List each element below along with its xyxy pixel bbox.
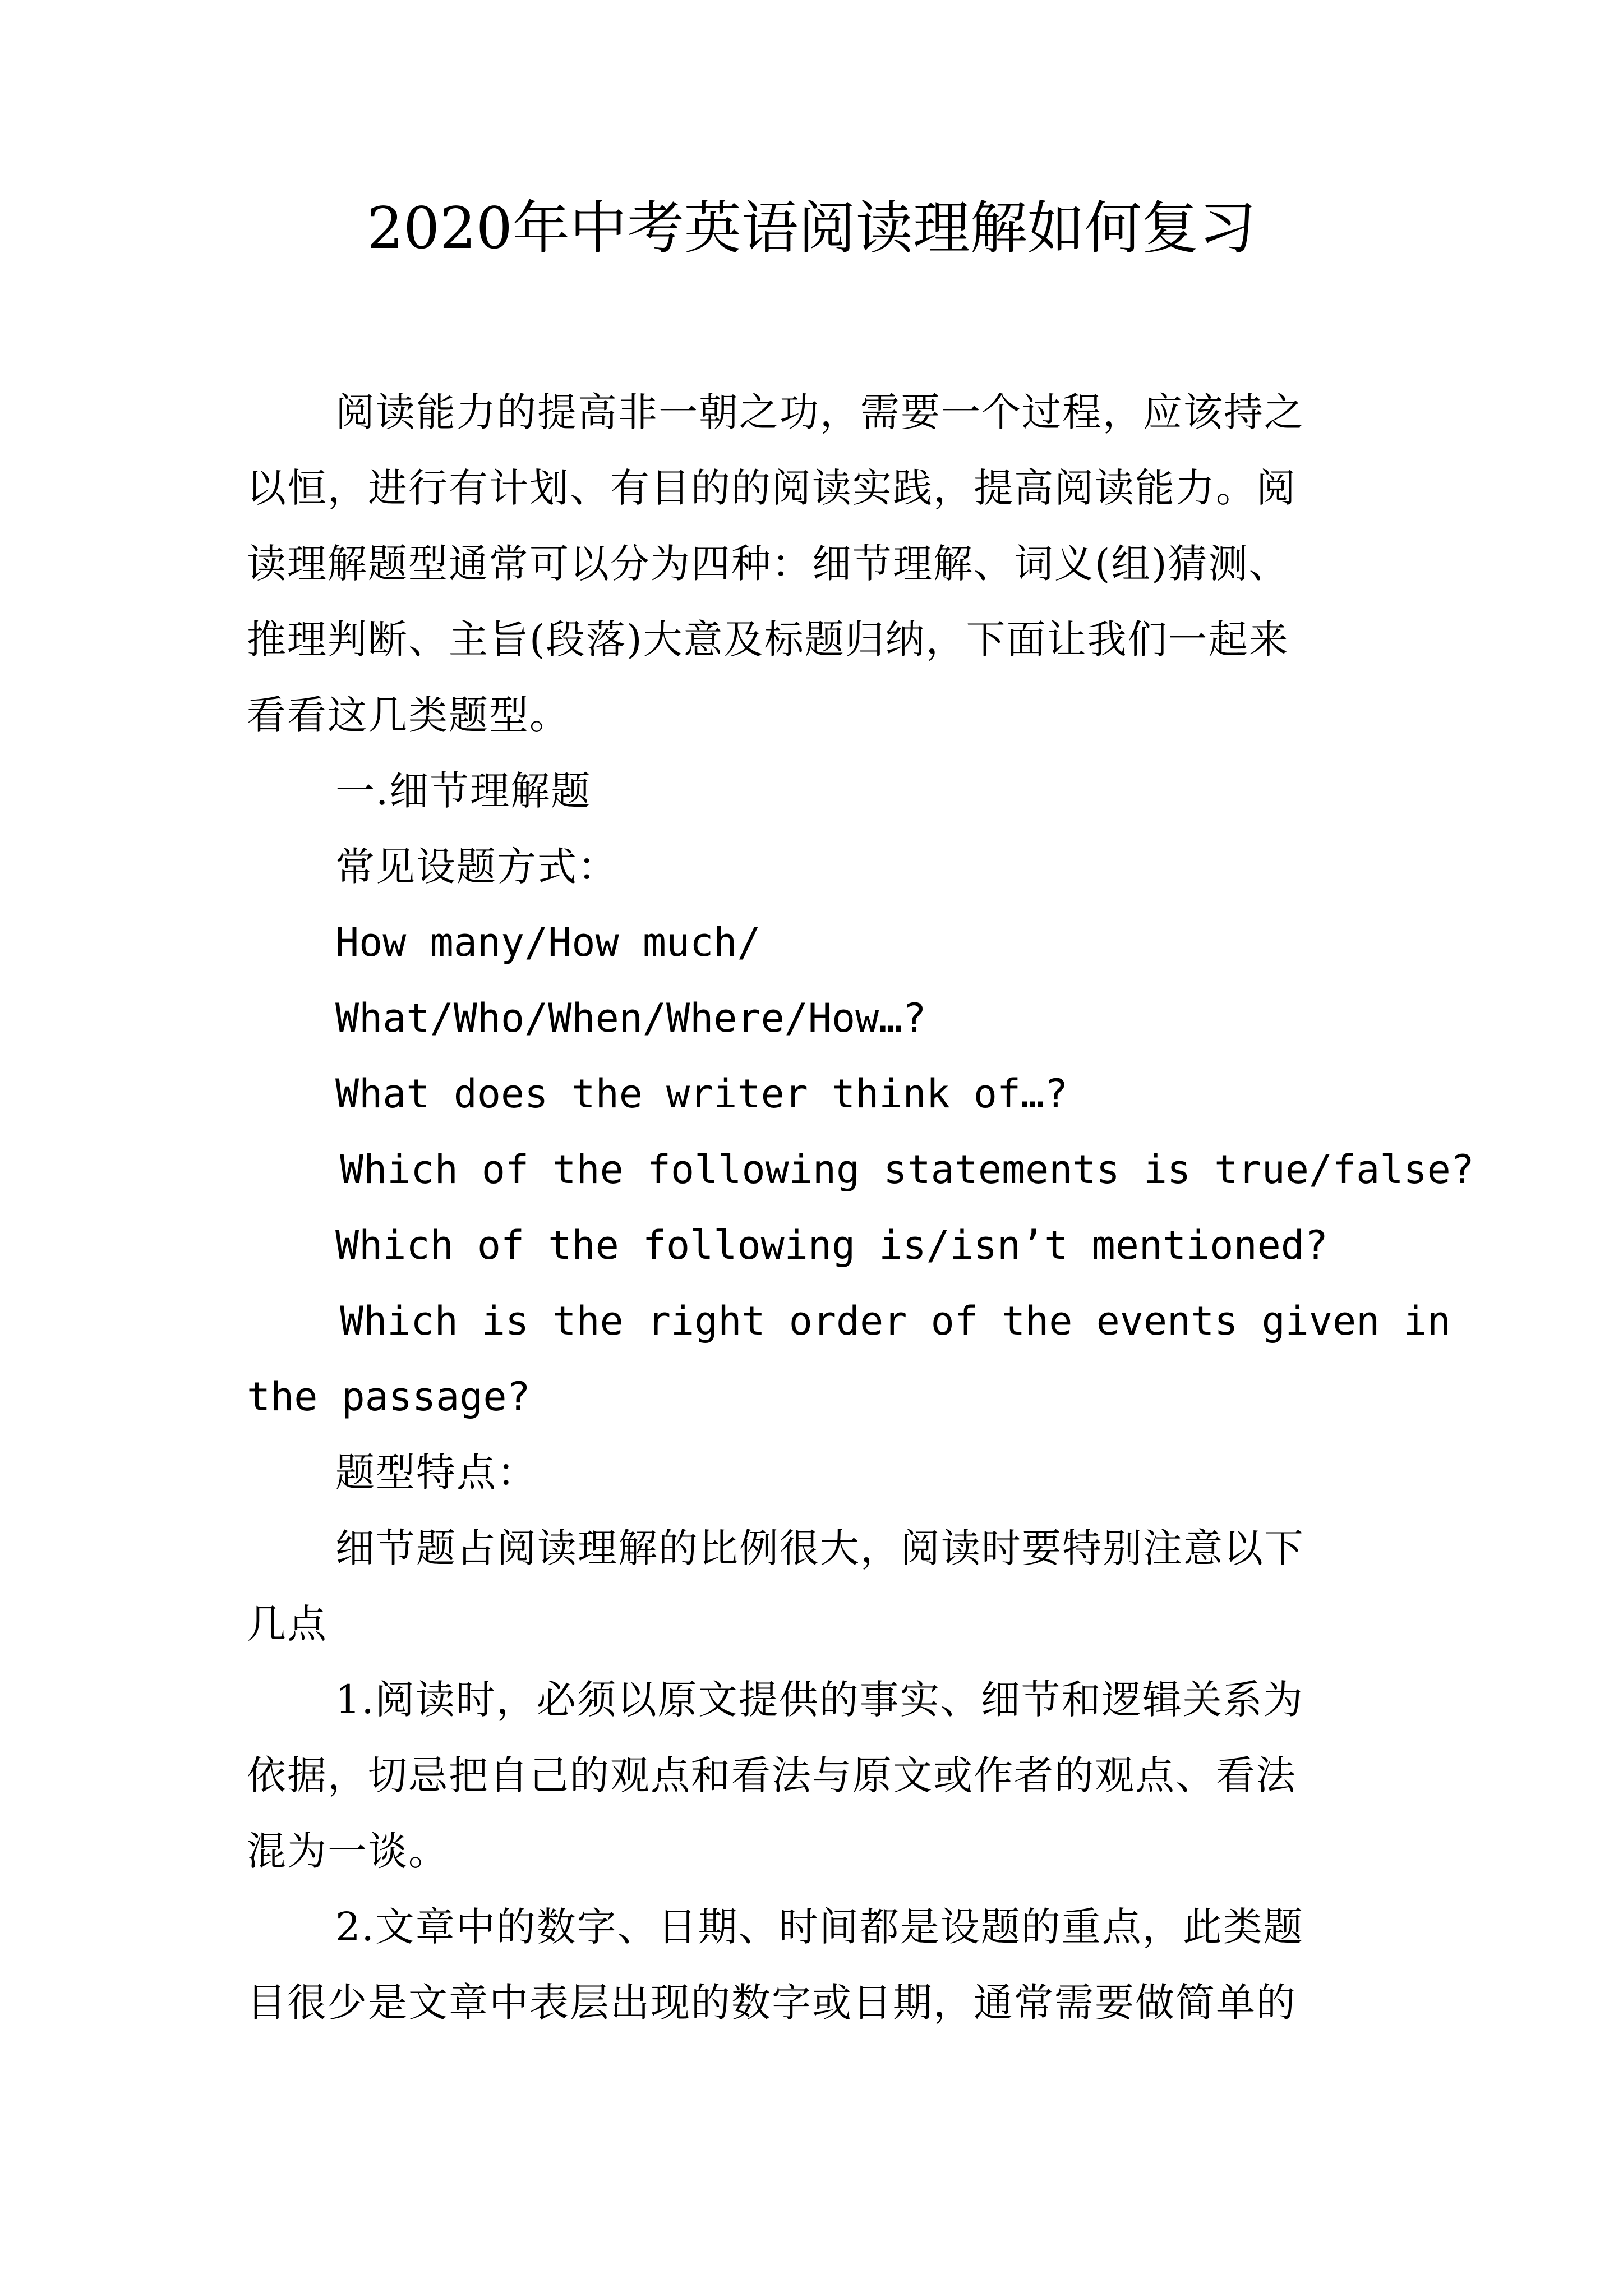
- paragraph-line: 细节题占阅读理解的比例很大，阅读时要特别注意以下: [335, 1525, 1304, 1571]
- paragraph-line: 看看这几类题型。: [247, 692, 570, 738]
- paragraph-line: 读理解题型通常可以分为四种：细节理解、词义(组)猜测、: [247, 541, 1289, 587]
- paragraph-line: 几点: [247, 1601, 328, 1647]
- document-title: 2020年中考英语阅读理解如何复习: [367, 195, 1256, 262]
- subheading: 题型特点：: [335, 1450, 537, 1496]
- subheading: 常见设题方式：: [335, 844, 618, 890]
- question-pattern: What does the writer think of…?: [335, 1071, 1068, 1117]
- paragraph-line: 混为一谈。: [247, 1828, 449, 1874]
- question-pattern: How many/How much/: [335, 919, 761, 965]
- section-heading: 一.细节理解题: [335, 768, 592, 814]
- paragraph-line: 以恒，进行有计划、有目的的阅读实践，提高阅读能力。阅: [247, 465, 1297, 511]
- paragraph-line: 推理判断、主旨(段落)大意及标题归纳，下面让我们一起来: [247, 616, 1289, 662]
- question-pattern: What/Who/When/Where/How…?: [335, 995, 926, 1041]
- question-pattern: Which of the following statements is true/false?: [340, 1147, 1474, 1193]
- paragraph-line: 1.阅读时，必须以原文提供的事实、细节和逻辑关系为: [335, 1677, 1304, 1723]
- question-pattern: Which of the following is/isn’t mentioned?: [335, 1222, 1329, 1268]
- paragraph-line: 阅读能力的提高非一朝之功，需要一个过程，应该持之: [335, 389, 1304, 435]
- question-pattern: Which is the right order of the events given in: [340, 1298, 1451, 1344]
- paragraph-line: 2.文章中的数字、日期、时间都是设题的重点，此类题: [335, 1904, 1304, 1950]
- paragraph-line: 目很少是文章中表层出现的数字或日期，通常需要做简单的: [247, 1980, 1297, 2026]
- question-pattern: the passage?: [247, 1374, 531, 1420]
- paragraph-line: 依据，切忌把自己的观点和看法与原文或作者的观点、看法: [247, 1752, 1297, 1798]
